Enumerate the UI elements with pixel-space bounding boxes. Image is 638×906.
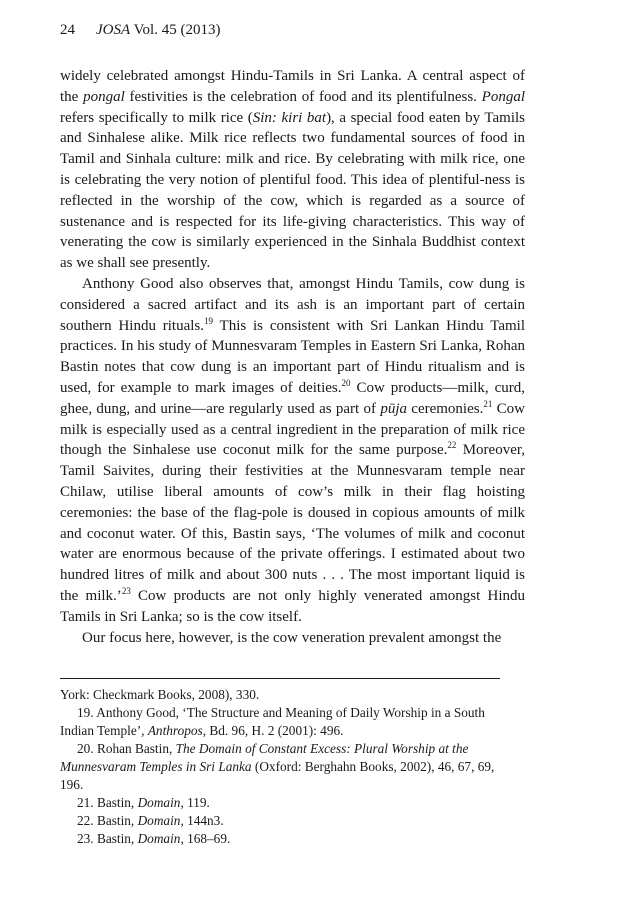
- footnote-marker: 23: [121, 585, 131, 596]
- text-run: , Bd. 96, H. 2 (2001): 496.: [202, 723, 344, 738]
- footnote: [60, 830, 520, 848]
- text-run: This is consistent with Sri Lankan Hindu Tamil practices. In his study of Munnesvaram Temples in Eastern Sri Lanka, Rohan Bastin notes that cow dung is an important part of Hindu ritualism and is used, for example to mark images of deities.: [60, 317, 525, 396]
- text-run: , 119.: [180, 795, 210, 810]
- footnote-marker: 20: [341, 377, 351, 388]
- italic-text: Sin: kiri bat: [252, 109, 327, 126]
- footnote-separator: [60, 678, 500, 679]
- text-run: 21. Bastin,: [77, 795, 138, 810]
- text-run: (Oxford: Berghahn Books, 2002), 46, 67, 69, 196.: [60, 759, 495, 792]
- text-run: , 144n3.: [180, 813, 224, 828]
- italic-text: Anthropos: [147, 723, 203, 738]
- body-paragraph: [60, 628, 525, 649]
- text-run: 19. Anthony Good, ‘The Structure and Meaning of Daily Worship in a South Indian Temple’,: [60, 705, 485, 738]
- journal-volume: Vol. 45 (2013): [133, 22, 221, 38]
- footnote: [60, 740, 520, 794]
- italic-text: Domain: [137, 831, 181, 846]
- page-number: 24: [60, 22, 75, 38]
- text-run: 22. Bastin,: [77, 813, 138, 828]
- text-run: Cow milk is especially used as a central ingredient in the preparation of milk rice though the Sinhalese use coconut milk for the same purpose.: [60, 400, 525, 459]
- text-run: Moreover, Tamil Saivites, during their festivities at the Munnesvaram temple near Chilaw, utilise liberal amounts of cow’s milk in their flag hoisting ceremonies: the base of the flag-pole is doused in copious amounts of milk and coconut water. Of this, Bastin says, ‘The volumes of milk and coconut water are enormous because of the private offerings. I estimated about two hundred litres of milk and about 300 nuts . . . The most important liquid is the milk.’: [60, 442, 526, 604]
- italic-text: Domain: [137, 795, 181, 810]
- footnote: [60, 812, 520, 830]
- text-run: ceremonies.: [406, 400, 484, 417]
- text-run: 23. Bastin,: [77, 831, 138, 846]
- text-run: 20. Rohan Bastin,: [77, 741, 176, 756]
- running-header: [60, 20, 530, 40]
- footnote: [60, 794, 520, 812]
- italic-text: The Domain of Constant Excess: Plural Worship at the Munnesvaram Temples in Sri Lanka: [60, 741, 469, 774]
- italic-text: pūja: [380, 400, 407, 417]
- text-run: ), a special food eaten by Tamils and Sinhalese alike. Milk rice reflects two fundamental sources of food in Tamil and Sinhala culture: milk and rice. By celebrating with milk rice, one is celebrating the very notion of plentiful food. This idea of plentiful-ness is reflected in the worship of the cow, which is regarded as a source of sustenance and is respected for its life-giving characteristics. This way of venerating the cow is similarly experienced in the Sinhala Buddhist context as we shall see presently.: [60, 109, 525, 272]
- text-run: widely celebrated amongst Hindu-Tamils in Sri Lanka. A central aspect of the: [60, 68, 525, 105]
- text-run: , 168–69.: [180, 831, 231, 846]
- body-paragraph: [60, 66, 525, 274]
- journal-name: JOSA: [96, 22, 131, 38]
- body-text: [60, 66, 525, 648]
- italic-text: Pongal: [481, 88, 526, 105]
- text-run: Cow products are not only highly venerated amongst Hindu Tamils in Sri Lanka; so is the cow itself.: [60, 587, 525, 625]
- text-run: festivities is the celebration of food and its plentifulness.: [124, 88, 482, 105]
- italic-text: Domain: [137, 813, 181, 828]
- text-run: Our focus here, however, is the cow veneration prevalent amongst the: [82, 629, 502, 646]
- footnote: [60, 686, 520, 704]
- footnote: [60, 704, 520, 740]
- italic-text: pongal: [83, 88, 125, 105]
- text-run: Anthony Good also observes that, amongst Hindu Tamils, cow dung is considered a sacred artifact and its ash is an important part of certain southern Hindu rituals.: [60, 275, 525, 334]
- footnote-marker: 19: [204, 315, 214, 326]
- footnotes: [60, 686, 520, 848]
- text-run: refers specifically to milk rice (: [60, 109, 253, 126]
- body-paragraph: [60, 274, 525, 628]
- text-run: York: Checkmark Books, 2008), 330.: [60, 687, 260, 702]
- footnote-marker: 21: [483, 398, 493, 409]
- text-run: Cow products—milk, curd, ghee, dung, and urine—are regularly used as part of: [60, 379, 525, 417]
- footnote-marker: 22: [447, 440, 457, 451]
